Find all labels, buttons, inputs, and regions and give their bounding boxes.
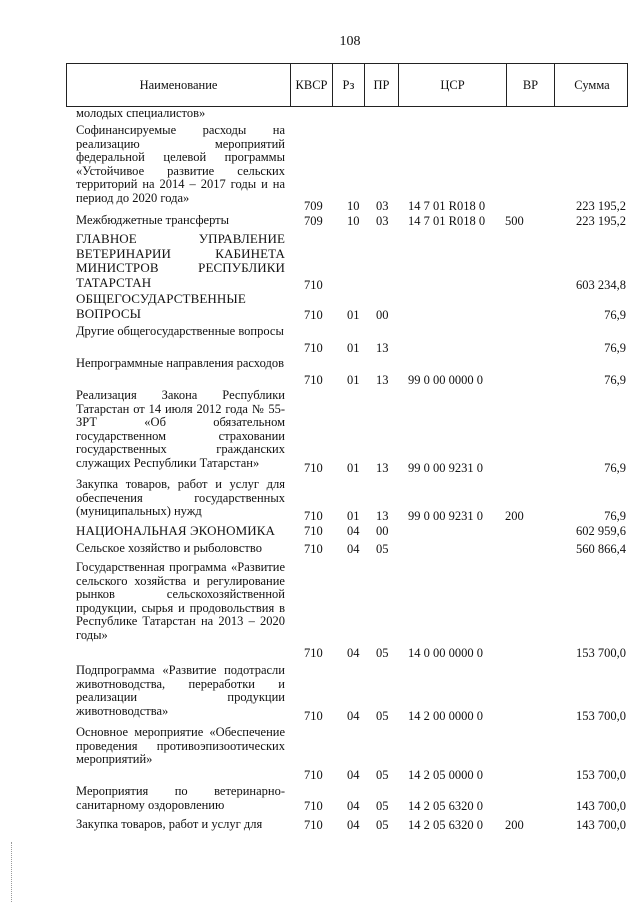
row-rz: 01 — [347, 308, 360, 322]
table-row — [0, 357, 640, 387]
row-csr: 99 0 00 9231 0 — [408, 509, 483, 523]
row-pr: 13 — [376, 461, 389, 475]
row-kvsr: 710 — [304, 461, 323, 475]
row-pr: 00 — [376, 308, 389, 322]
page-number: 108 — [339, 34, 361, 49]
row-csr: 14 7 01 R018 0 — [408, 199, 486, 213]
table-row — [0, 214, 640, 228]
table-row — [0, 524, 640, 538]
row-pr: 00 — [376, 524, 389, 538]
row-kvsr: 710 — [304, 509, 323, 523]
row-pr: 13 — [376, 373, 389, 387]
row-kvsr: 710 — [304, 542, 323, 556]
row-sum: 76,9 — [604, 509, 626, 523]
row-name: Межбюджетные трансферты — [76, 213, 230, 227]
table-row — [0, 726, 640, 782]
row-pr: 05 — [376, 818, 389, 832]
row-kvsr: 710 — [304, 818, 323, 832]
header-csr: ЦСР — [399, 64, 507, 106]
row-pr: 05 — [376, 799, 389, 813]
row-rz: 04 — [347, 646, 360, 660]
table-row — [0, 818, 640, 832]
header-kvsr: КВСР — [291, 64, 333, 106]
row-vr: 200 — [505, 818, 524, 832]
row-rz: 04 — [347, 524, 360, 538]
table-row — [0, 107, 640, 120]
row-sum: 76,9 — [604, 461, 626, 475]
row-sum: 603 234,8 — [576, 278, 626, 292]
row-name: Государственная программа «Развитие сельского хозяйства и регулирование рынков сельскохозяйственной продукции, сырья и продовольствия в Республике Татарстан на 2013 – 2020 годы» — [76, 560, 285, 642]
row-kvsr: 710 — [304, 524, 323, 538]
row-csr: 14 2 05 6320 0 — [408, 818, 483, 832]
scan-margin-dots — [11, 842, 14, 902]
table-row — [0, 232, 640, 292]
row-kvsr: 710 — [304, 799, 323, 813]
row-sum: 223 195,2 — [576, 214, 626, 228]
row-pr: 03 — [376, 199, 389, 213]
row-rz: 04 — [347, 709, 360, 723]
row-name: ГЛАВНОЕ УПРАВЛЕНИЕ ВЕТЕРИНАРИИ КАБИНЕТА МИНИСТРОВ РЕСПУБЛИКИ ТАТАРСТАН — [76, 231, 285, 290]
row-csr: 99 0 00 0000 0 — [408, 373, 483, 387]
row-csr: 14 7 01 R018 0 — [408, 214, 486, 228]
row-name: НАЦИОНАЛЬНАЯ ЭКОНОМИКА — [76, 523, 275, 538]
row-pr: 03 — [376, 214, 389, 228]
row-rz: 04 — [347, 542, 360, 556]
row-sum: 143 700,0 — [576, 799, 626, 813]
row-pr: 05 — [376, 768, 389, 782]
row-kvsr: 710 — [304, 341, 323, 355]
row-sum: 560 866,4 — [576, 542, 626, 556]
row-rz: 10 — [347, 214, 360, 228]
row-rz: 01 — [347, 373, 360, 387]
row-vr: 200 — [505, 509, 524, 523]
row-kvsr: 710 — [304, 278, 323, 292]
row-csr: 14 0 00 0000 0 — [408, 646, 483, 660]
row-name: Закупка товаров, работ и услуг для — [76, 817, 263, 831]
header-sum: Сумма — [574, 77, 610, 92]
row-pr: 13 — [376, 509, 389, 523]
row-pr: 05 — [376, 646, 389, 660]
row-sum: 76,9 — [604, 308, 626, 322]
header-rz: Рз — [333, 64, 365, 106]
row-name: Подпрограмма «Развитие подотрасли животноводства, переработки и реализации продукции животноводства» — [76, 663, 285, 718]
row-name: Другие общегосударственные вопросы — [76, 324, 284, 338]
row-kvsr: 709 — [304, 214, 323, 228]
row-name: Сельское хозяйство и рыболовство — [76, 541, 262, 555]
row-name: Мероприятия по ветеринарно-санитарному оздоровлению — [76, 784, 285, 812]
row-sum: 153 700,0 — [576, 768, 626, 782]
table-row — [0, 389, 640, 475]
row-kvsr: 710 — [304, 768, 323, 782]
table-row — [0, 292, 640, 322]
table-row — [0, 478, 640, 523]
table-row — [0, 325, 640, 355]
row-rz: 04 — [347, 768, 360, 782]
row-sum: 153 700,0 — [576, 646, 626, 660]
row-rz: 10 — [347, 199, 360, 213]
row-sum: 153 700,0 — [576, 709, 626, 723]
row-csr: 99 0 00 9231 0 — [408, 461, 483, 475]
table-row — [0, 542, 640, 556]
header-vr: ВР — [507, 64, 555, 106]
row-name: Закупка товаров, работ и услуг для обеспечения государственных (муниципальных) нужд — [76, 477, 285, 518]
row-csr: 14 2 00 0000 0 — [408, 709, 483, 723]
row-name: Непрограммные направления расходов — [76, 356, 284, 370]
row-rz: 01 — [347, 341, 360, 355]
row-sum: 76,9 — [604, 373, 626, 387]
row-sum: 143 700,0 — [576, 818, 626, 832]
row-kvsr: 710 — [304, 373, 323, 387]
table-row — [0, 664, 640, 723]
row-name: ОБЩЕГОСУДАРСТВЕННЫЕ ВОПРОСЫ — [76, 291, 246, 321]
row-pr: 13 — [376, 341, 389, 355]
table-row — [0, 561, 640, 660]
row-rz: 04 — [347, 799, 360, 813]
row-name: Софинансируемые расходы на реализацию мероприятий федеральной целевой программы «Устойчивое развитие сельских территорий на 2014 – 2017 годы и на период до 2020 года» — [76, 123, 285, 205]
row-sum: 223 195,2 — [576, 199, 626, 213]
row-name: молодых специалистов» — [76, 106, 206, 120]
table-row — [0, 785, 640, 813]
row-rz: 01 — [347, 509, 360, 523]
row-rz: 01 — [347, 461, 360, 475]
row-rz: 04 — [347, 818, 360, 832]
row-name: Основное мероприятие «Обеспечение проведения противоэпизоотических мероприятий» — [76, 725, 285, 766]
row-pr: 05 — [376, 542, 389, 556]
row-kvsr: 710 — [304, 308, 323, 322]
header-pr: ПР — [365, 64, 399, 106]
row-name: Реализация Закона Республики Татарстан от 14 июля 2012 года № 55-ЗРТ «Об обязательном государственном страховании государственных гражданских служащих Республики Татарстан» — [76, 388, 285, 470]
header-name: Наименование — [67, 64, 291, 106]
row-sum: 602 959,6 — [576, 524, 626, 538]
row-kvsr: 710 — [304, 709, 323, 723]
row-kvsr: 709 — [304, 199, 323, 213]
row-pr: 05 — [376, 709, 389, 723]
row-csr: 14 2 05 0000 0 — [408, 768, 483, 782]
row-kvsr: 710 — [304, 646, 323, 660]
row-vr: 500 — [505, 214, 524, 228]
table-row — [0, 124, 640, 213]
row-sum: 76,9 — [604, 341, 626, 355]
row-csr: 14 2 05 6320 0 — [408, 799, 483, 813]
table-header — [66, 63, 628, 107]
